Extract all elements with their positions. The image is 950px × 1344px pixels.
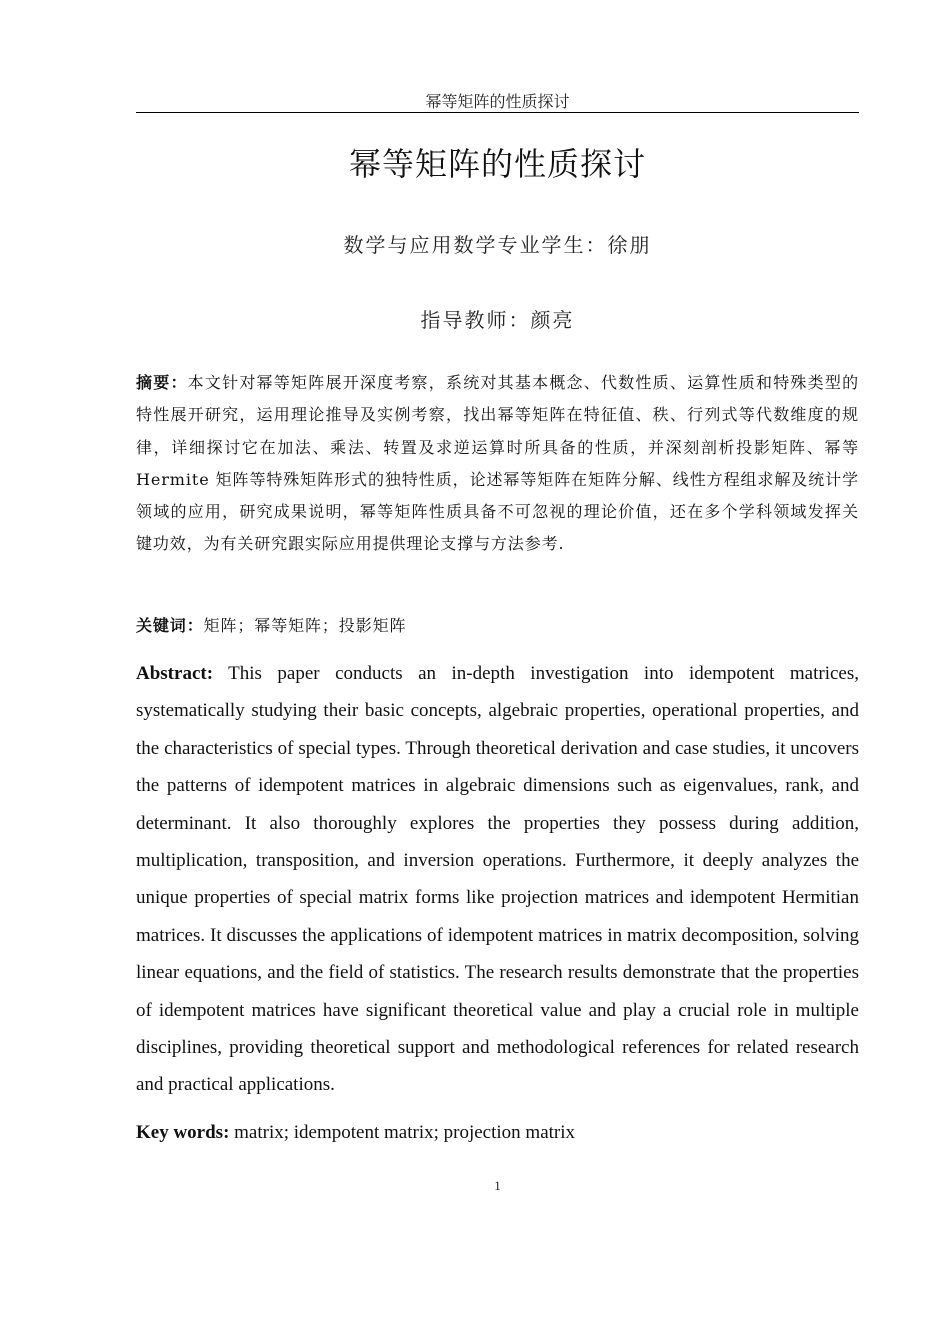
english-keywords-text: matrix; idempotent matrix; projection matrix bbox=[234, 1122, 576, 1143]
paper-title: 幂等矩阵的性质探讨 bbox=[348, 145, 646, 183]
header-rule bbox=[136, 112, 859, 113]
english-abstract bbox=[136, 655, 859, 1104]
chinese-abstract-label: 摘要： bbox=[136, 373, 188, 392]
running-header: 幂等矩阵的性质探讨 bbox=[425, 92, 570, 111]
english-keywords-label: Key words: bbox=[136, 1122, 230, 1143]
chinese-keywords bbox=[136, 612, 859, 640]
page-number: 1 bbox=[494, 1178, 501, 1193]
chinese-keywords-label: 关键词： bbox=[136, 616, 204, 635]
english-keywords bbox=[136, 1119, 859, 1147]
english-abstract-label: Abstract: bbox=[136, 663, 214, 684]
chinese-abstract-text: 本文针对幂等矩阵展开深度考察，系统对其基本概念、代数性质、运算性质和特殊类型的特性展开研究，运用理论推导及实例考察，找出幂等矩阵在特征值、秩、行列式等代数维度的规律，详细探讨它在加法、乘法、转置及求逆运算时所具备的性质，并深刻剖析投影矩阵、幂等 Hermite 矩阵等特殊矩阵形式的独特性质，论述幂等矩阵在矩阵分解、线性方程组求解及统计学领域的应用，研究成果说明，幂等矩阵性质具备不可忽视的理论价值，还在多个学科领域发挥关键功效，为有关研究跟实际应用提供理论支撑与方法参考. bbox=[136, 373, 859, 554]
english-abstract-text: This paper conducts an in-depth investigation into idempotent matrices, systematically studying their basic concepts, algebraic properties, operational properties, and the characteristics of special types. Through theoretical derivation and case studies, it uncovers the patterns of idempotent matrices in algebraic dimensions such as eigenvalues, rank, and determinant. It also thoroughly explores the properties they possess during addition, multiplication, transposition, and inversion operations. Furthermore, it deeply analyzes the unique properties of special matrix forms like projection matrices and idempotent Hermitian matrices. It discusses the applications of idempotent matrices in matrix decomposition, solving linear equations, and the field of statistics. The research results demonstrate that the properties of idempotent matrices have significant theoretical value and play a crucial role in multiple disciplines, providing theoretical support and methodological references for related research and practical applications. bbox=[136, 663, 859, 1096]
chinese-keywords-text: 矩阵；幂等矩阵；投影矩阵 bbox=[203, 616, 407, 635]
chinese-abstract bbox=[136, 367, 859, 561]
author-line: 数学与应用数学专业学生：徐朋 bbox=[343, 233, 652, 257]
advisor-line: 指导教师：颜亮 bbox=[420, 308, 575, 332]
